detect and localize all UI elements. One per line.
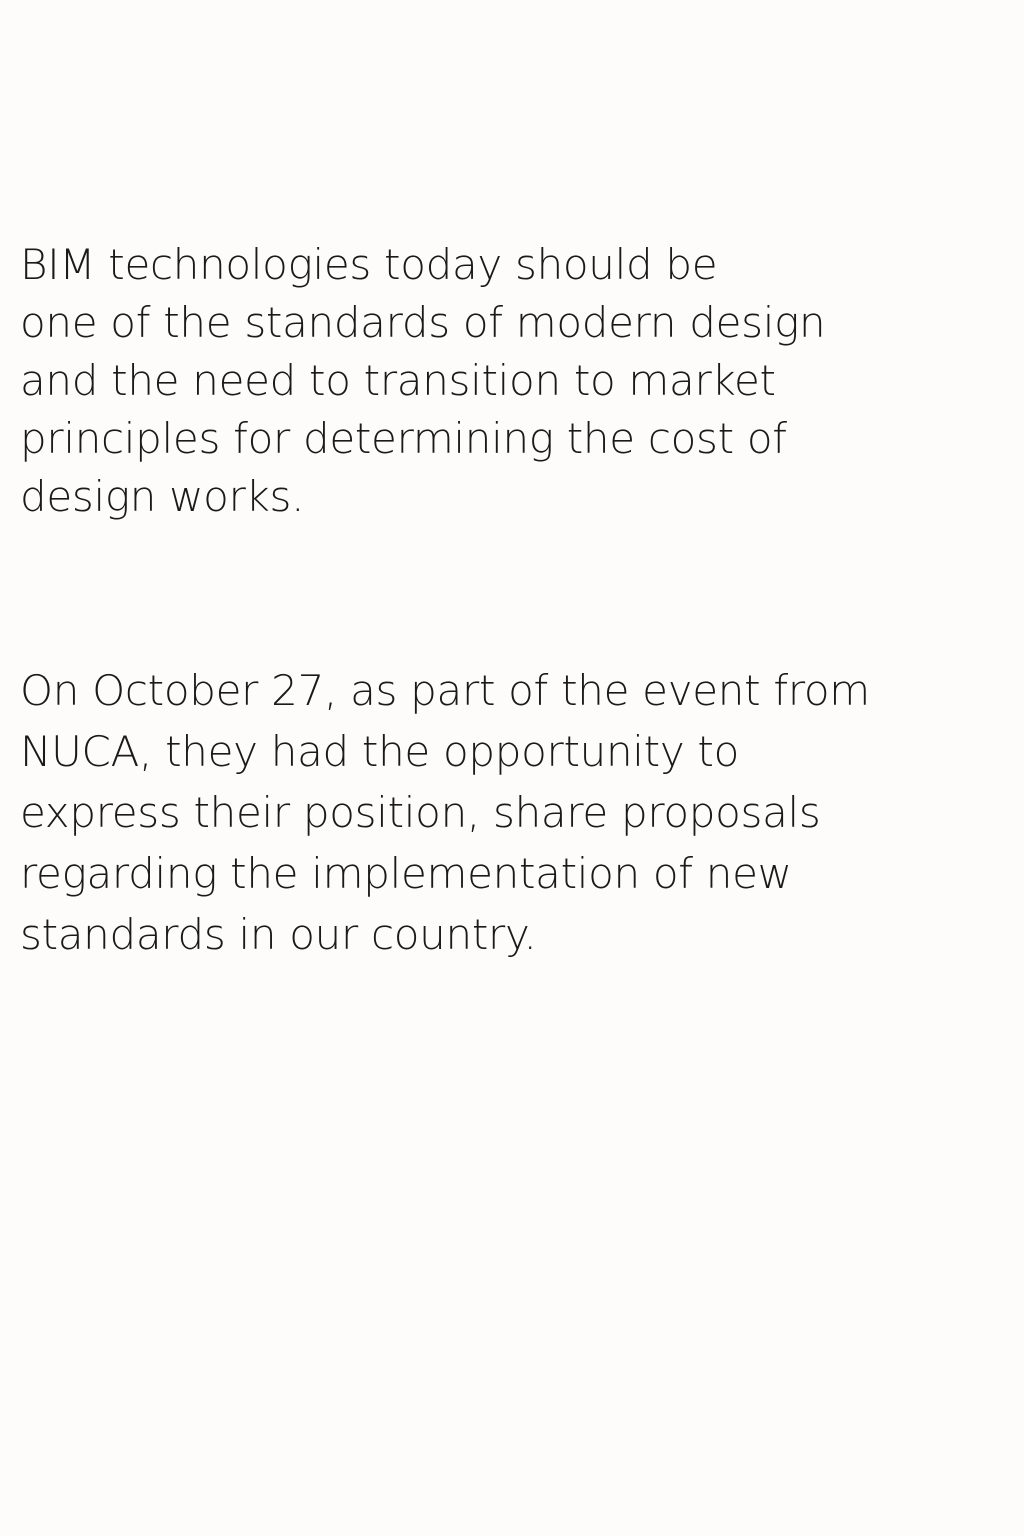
paragraph-nuca-event	[20, 660, 1000, 965]
text-line: principles for determining the cost of	[20, 414, 787, 463]
text-line: On October 27, as part of the event from	[20, 666, 870, 715]
text-line: regarding the implementation of new	[20, 849, 792, 898]
paragraph-bim-technologies	[20, 236, 1000, 526]
text-line: and the need to transition to market	[20, 356, 776, 405]
text-line: one of the standards of modern design	[20, 298, 826, 347]
text-line: BIM technologies today should be	[20, 240, 718, 289]
text-line: NUCA, they had the opportunity to	[20, 727, 739, 776]
text-line: express their position, share proposals	[20, 788, 821, 837]
text-line: design works.	[20, 472, 305, 521]
text-line: standards in our country.	[20, 910, 537, 959]
